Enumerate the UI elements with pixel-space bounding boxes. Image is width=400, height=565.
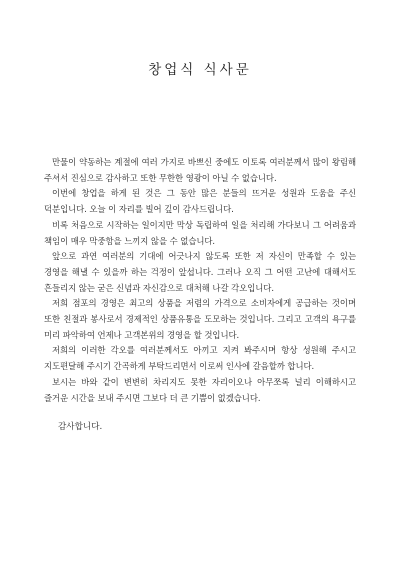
paragraph-4: 앞으로 과연 여러분의 기대에 어긋나지 않도록 또한 저 자신이 만족할 수 있는 경영을 해낼 수 있을까 하는 걱정이 앞섭니다. 그러나 오직 그 어떤 고난에 대해서도 흔들리지 않는 굳은 신념과 자신감으로 대처해 나갈 각오입니다. <box>44 251 356 293</box>
paragraph-2: 이번에 창업을 하게 된 것은 그 동안 많은 분들의 뜨거운 성원과 도움을 주신 덕분입니다. 오늘 이 자리를 빌어 깊이 감사드립니다. <box>44 188 356 215</box>
paragraph-6: 저희의 이러한 각오를 여러분께서도 아끼고 지켜 봐주시며 항상 성원해 주시고 지도편달해 주시기 간곡하게 부탁드리면서 이로써 인사에 갈음할까 합니다. <box>44 345 356 372</box>
paragraph-5: 저희 점포의 경영은 최고의 상품을 저렴의 가격으로 소비자에게 공급하는 것이며 또한 친절과 봉사로서 경제적인 상품유통을 도모하는 것입니다. 그리고 고객의 욕구를 미리 파악하여 언제나 고객본위의 경영을 할 것입니다. <box>44 298 356 340</box>
document-title: 창업식 식사문 <box>148 62 252 78</box>
paragraph-1: 만물이 약동하는 계절에 여러 가지로 바쁘신 중에도 이토록 여러분께서 많이 왕림해 주셔서 진심으로 감사하고 또한 무한한 영광이 아닐 수 없습니다. <box>44 157 356 183</box>
document-body <box>44 155 356 406</box>
closing-line: 감사합니다. <box>58 422 103 433</box>
paragraph-3: 비록 처음으로 시작하는 일이지만 막상 독립하여 일을 처리해 가다보니 그 어려움과 책임이 매우 막중함을 느끼지 않을 수 없습니다. <box>44 219 356 246</box>
paragraph-7: 보시는 바와 같이 변변히 차리지도 못한 자리이오나 아무쪼록 널리 이해하시고 즐거운 시간을 보내 주시면 그보다 더 큰 기쁨이 없겠습니다. <box>44 376 356 403</box>
